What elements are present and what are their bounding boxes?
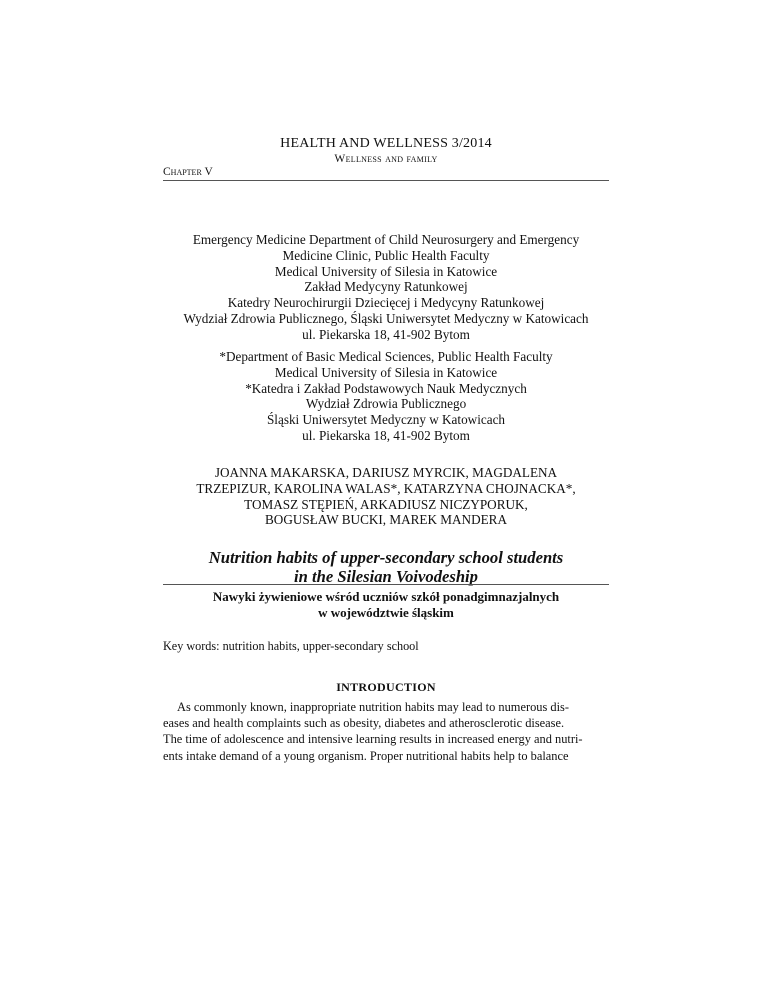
- affiliation-line: *Department of Basic Medical Sciences, Public Health Faculty: [219, 349, 553, 364]
- affiliation-line: ul. Piekarska 18, 41-902 Bytom: [302, 326, 470, 342]
- chapter-label: Chapter V: [163, 166, 213, 178]
- affiliation-block-1: [163, 232, 609, 343]
- title-line: in the Silesian Voivodeship: [294, 567, 478, 586]
- author-line: JOANNA MAKARSKA, DARIUSZ MYRCIK, MAGDALENA: [214, 465, 558, 480]
- affiliation-line: Medical University of Silesia in Katowice: [274, 263, 498, 279]
- affiliation-line: Zakład Medycyny Ratunkowej: [304, 279, 468, 295]
- intro-paragraph: [163, 699, 609, 764]
- journal-title: HEALTH AND WELLNESS 3/2014: [280, 136, 492, 151]
- author-line: TOMASZ STĘPIEŃ, ARKADIUSZ NICZYPORUK,: [244, 496, 528, 512]
- journal-subtitle: Wellness and family: [334, 153, 438, 165]
- title-line: Nutrition habits of upper-secondary school students: [208, 548, 564, 567]
- author-line: BOGUSŁAW BUCKI, MAREK MANDERA: [265, 512, 507, 528]
- paragraph-line: The time of adolescence and intensive learning results in increased energy and nutri-: [163, 732, 583, 747]
- paragraph-line: As commonly known, inappropriate nutrition habits may lead to numerous dis-: [177, 700, 569, 714]
- subtitle-line: w województwie śląskim: [318, 605, 454, 620]
- affiliation-line: *Katedra i Zakład Podstawowych Nauk Medycznych: [245, 380, 527, 396]
- header-rule: [163, 180, 609, 181]
- keywords: Key words: nutrition habits, upper-secondary school: [163, 639, 419, 653]
- affiliation-line: Wydział Zdrowia Publicznego, Śląski Uniwersytet Medyczny w Katowicach: [183, 310, 589, 326]
- affiliation-line: Śląski Uniwersytet Medyczny w Katowicach: [266, 412, 506, 428]
- affiliation-line: Medical University of Silesia in Katowice: [274, 364, 498, 380]
- affiliation-block-2: [163, 349, 609, 444]
- author-list: [163, 465, 609, 528]
- paragraph-line: ents intake demand of a young organism. Proper nutritional habits help to balance: [163, 748, 569, 763]
- article-subtitle: [163, 589, 609, 621]
- affiliation-line: Wydział Zdrowia Publicznego: [305, 396, 467, 412]
- paragraph-line: eases and health complaints such as obesity, diabetes and atherosclerotic disease.: [163, 716, 565, 731]
- affiliation-line: Medicine Clinic, Public Health Faculty: [282, 247, 490, 263]
- author-line: TRZEPIZUR, KAROLINA WALAS*, KATARZYNA CHOJNACKA*,: [196, 480, 576, 496]
- affiliation-line: Katedry Neurochirurgii Dziecięcej i Medycyny Ratunkowej: [227, 295, 545, 311]
- affiliation-line: Emergency Medicine Department of Child Neurosurgery and Emergency: [192, 232, 580, 247]
- section-heading: INTRODUCTION: [336, 680, 436, 694]
- title-rule: [163, 584, 609, 585]
- affiliation-line: ul. Piekarska 18, 41-902 Bytom: [302, 427, 470, 443]
- subtitle-line: Nawyki żywieniowe wśród uczniów szkół ponadgimnazjalnych: [212, 589, 560, 604]
- article-title: [163, 548, 609, 586]
